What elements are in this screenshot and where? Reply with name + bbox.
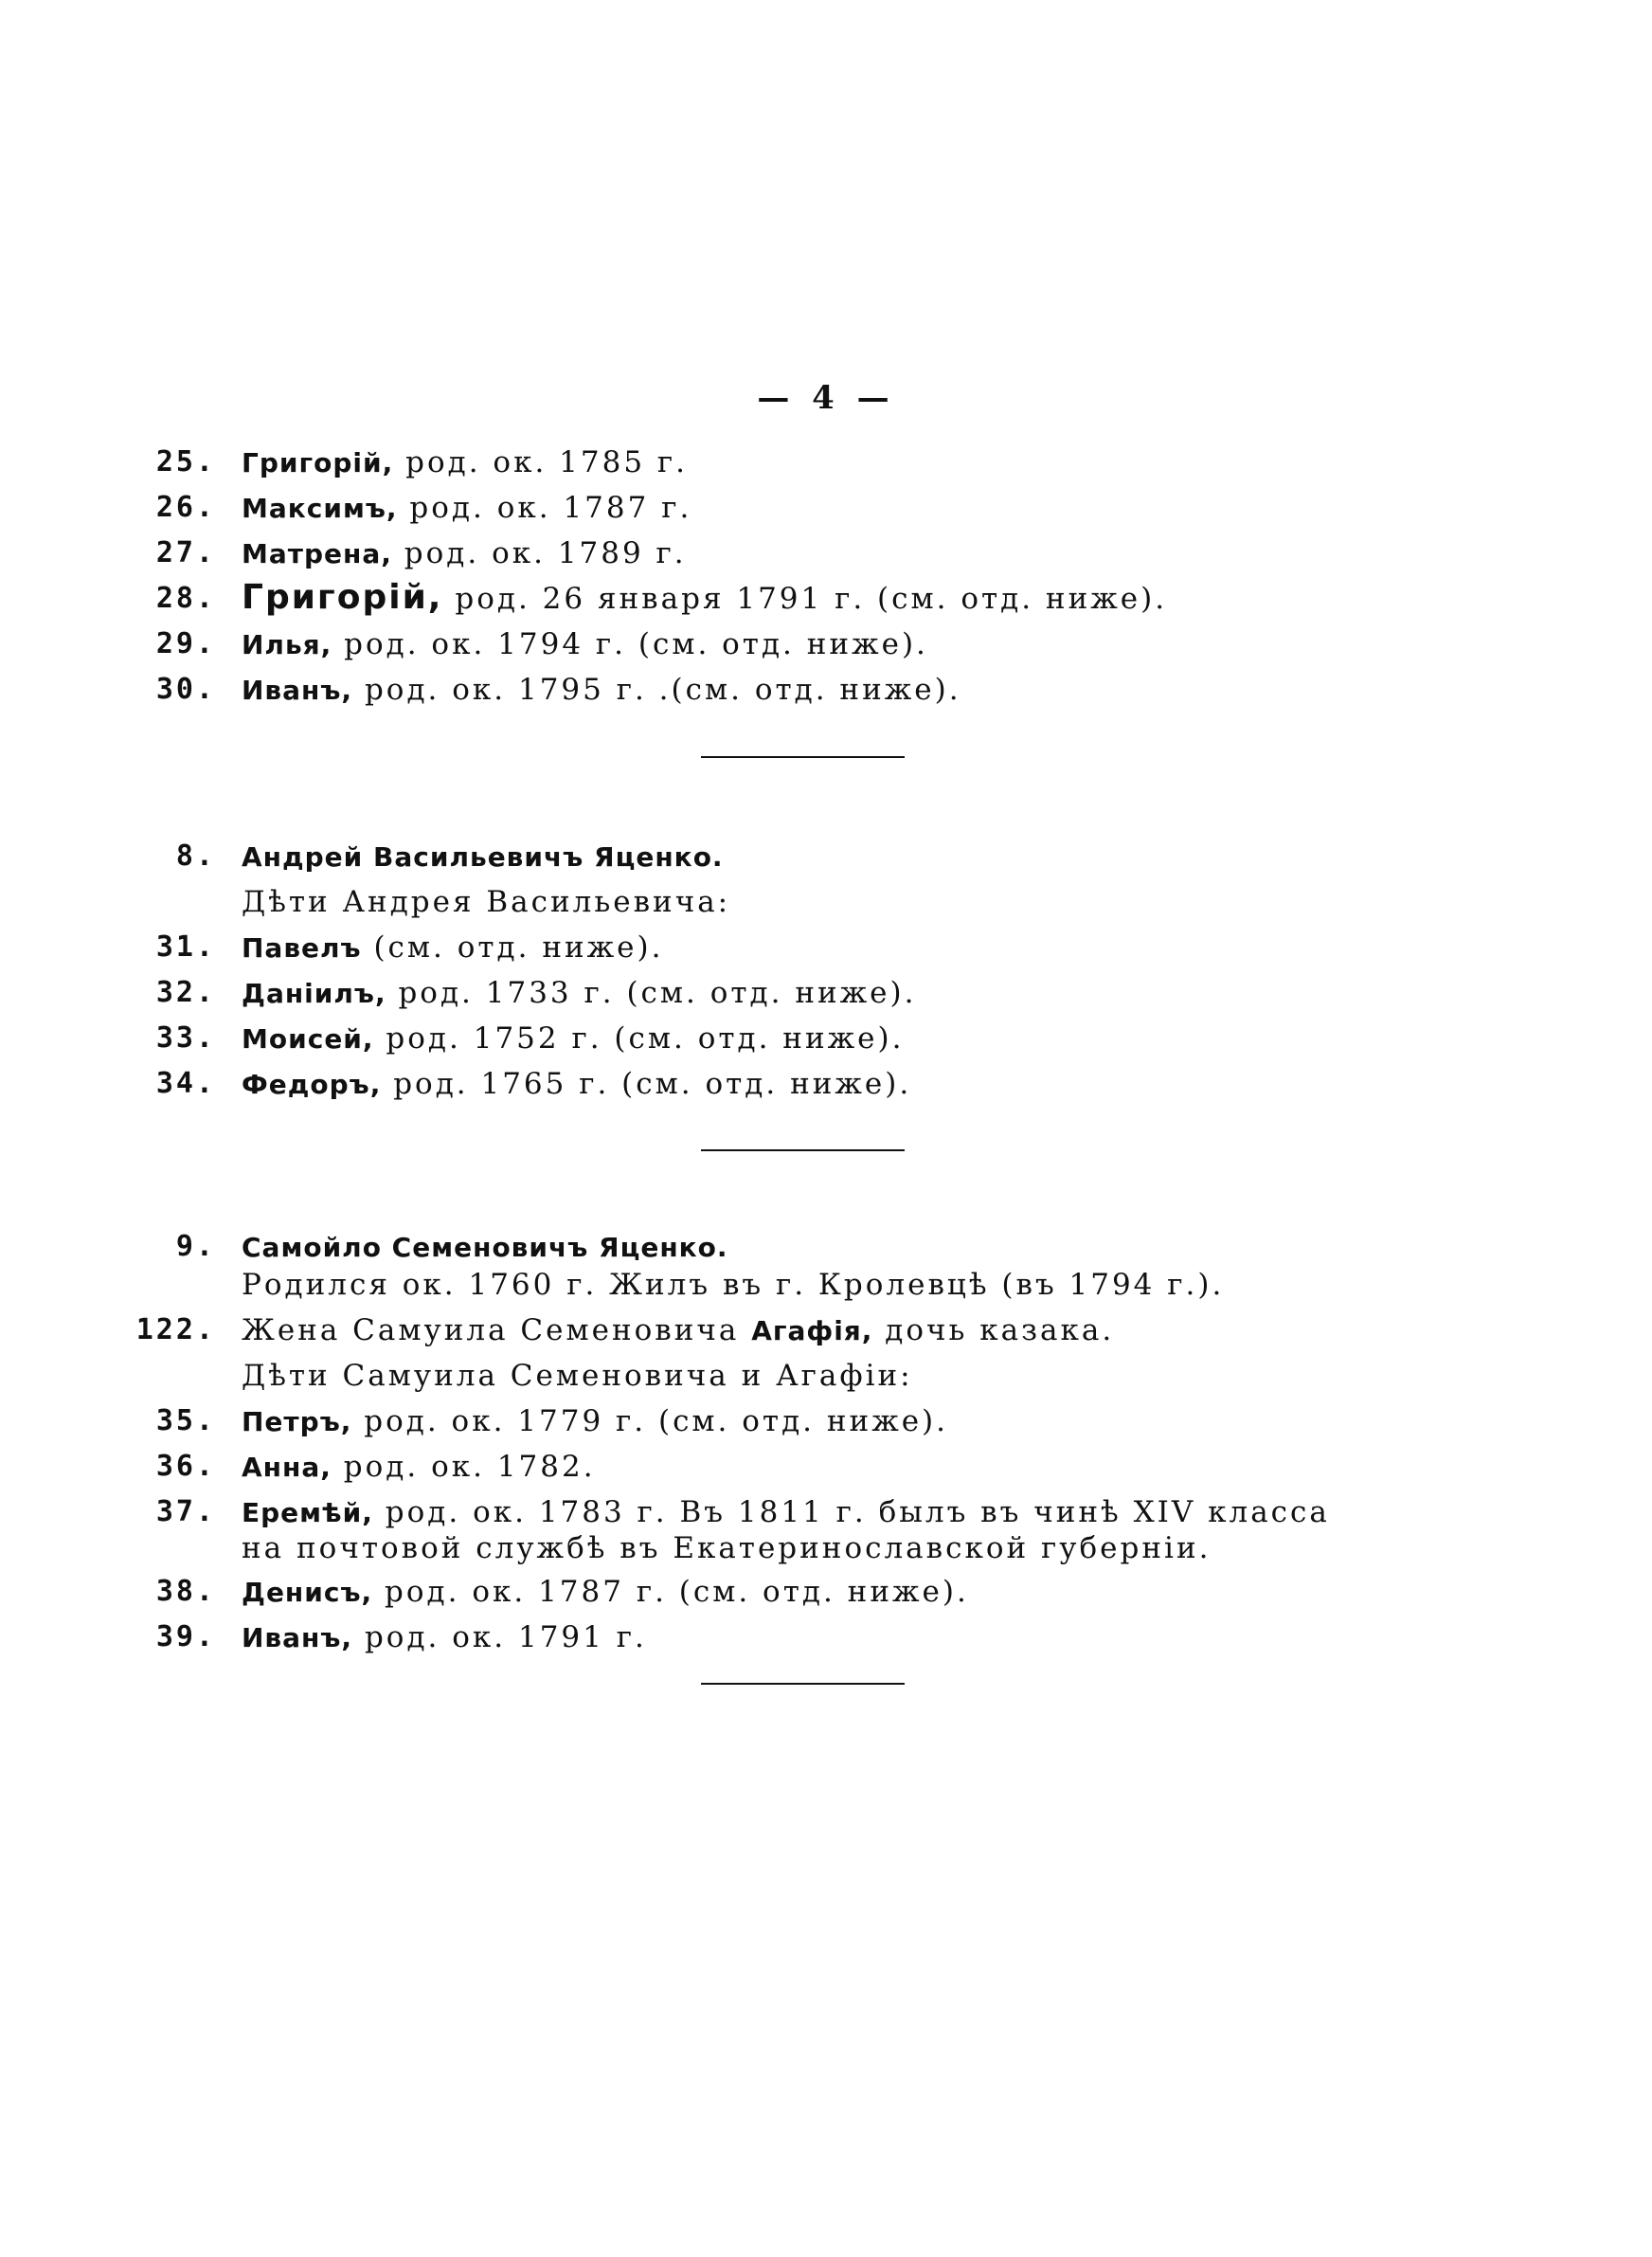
list-item: [0, 1067, 1652, 1112]
person-number: 8.: [175, 840, 216, 873]
list-item: [0, 627, 1652, 673]
entry-number: 36.: [155, 1450, 216, 1483]
entry-name: Иванъ,: [242, 1622, 353, 1653]
list-item: [0, 673, 1652, 718]
list-item: [0, 930, 1652, 976]
list-item: [0, 1404, 1652, 1450]
entry-number: 39.: [155, 1620, 216, 1653]
person-number: 9.: [175, 1230, 216, 1263]
entry-text: род. 1765 г. (см. отд. ниже).: [393, 1067, 912, 1101]
list-item: [0, 536, 1652, 582]
entry-number: 33.: [155, 1021, 216, 1055]
entry-text: род. ок. 1779 г. (см. отд. ниже).: [364, 1404, 949, 1438]
entry-text: род. ок. 1789 г.: [404, 536, 687, 570]
entry-number: 31.: [155, 930, 216, 964]
entry-number: 34.: [155, 1067, 216, 1100]
entry-text: род. ок. 1787 г. (см. отд. ниже).: [385, 1575, 969, 1609]
entry-name: Анна,: [242, 1452, 332, 1483]
section-divider: [701, 1683, 905, 1685]
entry-number: 26.: [155, 491, 216, 524]
list-item-continuation: [0, 1531, 1652, 1577]
list-item: [0, 578, 1652, 623]
entry-number: 35.: [155, 1404, 216, 1437]
entry-text: (см. отд. ниже).: [373, 930, 664, 965]
entry-text: род. ок. 1794 г. (см. отд. ниже).: [344, 627, 928, 661]
entry-name: Даніилъ,: [242, 978, 386, 1009]
list-item: [0, 1450, 1652, 1495]
list-item: [0, 445, 1652, 491]
section-divider: [701, 1149, 905, 1151]
wife-name: Агафія,: [751, 1315, 873, 1346]
entry-text: род. ок. 1782.: [343, 1450, 596, 1484]
wife-suffix: дочь казака.: [885, 1313, 1115, 1347]
entry-text: род. 1733 г. (см. отд. ниже).: [398, 976, 917, 1010]
entry-text: на почтовой службѣ въ Екатеринославской губерніи.: [242, 1531, 1212, 1565]
page-number: — 4 —: [757, 379, 895, 417]
entry-number: 38.: [155, 1575, 216, 1608]
entry-number: 28.: [155, 582, 216, 615]
section-heading: [0, 840, 1652, 885]
entry-text: род. ок. 1795 г. .(см. отд. ниже).: [364, 673, 961, 707]
entry-name: Моисей,: [242, 1023, 374, 1055]
person-name: Самойло Семеновичъ Яценко.: [242, 1232, 728, 1263]
list-item: [0, 1620, 1652, 1666]
wife-entry: [0, 1313, 1652, 1359]
entry-number: 122.: [135, 1313, 216, 1346]
entry-name: Илья,: [242, 629, 332, 660]
entry-text: род. 1752 г. (см. отд. ниже).: [386, 1021, 905, 1056]
entry-number: 30.: [155, 673, 216, 706]
entry-number: 29.: [155, 627, 216, 660]
entry-name: Павелъ: [242, 932, 362, 964]
entry-name: Денисъ,: [242, 1577, 373, 1608]
entry-name: Иванъ,: [242, 675, 353, 706]
list-item: [0, 976, 1652, 1021]
wife-prefix: Жена Самуила Семеновича: [242, 1313, 740, 1347]
entry-text: род. ок. 1791 г.: [364, 1620, 647, 1654]
list-item: [0, 1575, 1652, 1620]
entry-text: род. ок. 1785 г.: [405, 445, 689, 479]
entry-text: род. ок. 1783 г. Въ 1811 г. былъ въ чинѣ XIV класса: [385, 1495, 1330, 1529]
entry-name: Федоръ,: [242, 1069, 382, 1100]
entry-number: 32.: [155, 976, 216, 1009]
entry-name: Григорій,: [242, 578, 443, 617]
person-note: Родился ок. 1760 г. Жилъ въ г. Кролевцѣ (въ 1794 г.).: [242, 1268, 1225, 1302]
list-item: [0, 1021, 1652, 1067]
entry-name: Петръ,: [242, 1406, 352, 1437]
entry-number: 27.: [155, 536, 216, 569]
list-item: [0, 491, 1652, 536]
entry-text: род. ок. 1787 г.: [409, 491, 692, 525]
entry-name: Матрена,: [242, 538, 392, 569]
entry-name: Максимъ,: [242, 493, 398, 524]
entry-name: Григорій,: [242, 447, 394, 478]
children-subtitle: Дѣти Андрея Васильевича:: [242, 885, 731, 919]
entry-number: 37.: [155, 1495, 216, 1528]
entry-name: Еремѣй,: [242, 1497, 373, 1528]
section-divider: [701, 756, 905, 758]
person-name: Андрей Васильевичъ Яценко.: [242, 841, 724, 873]
children-subtitle: Дѣти Самуила Семеновича и Агафіи:: [242, 1359, 913, 1393]
entry-number: 25.: [155, 445, 216, 478]
entry-text: род. 26 января 1791 г. (см. отд. ниже).: [455, 582, 1168, 616]
